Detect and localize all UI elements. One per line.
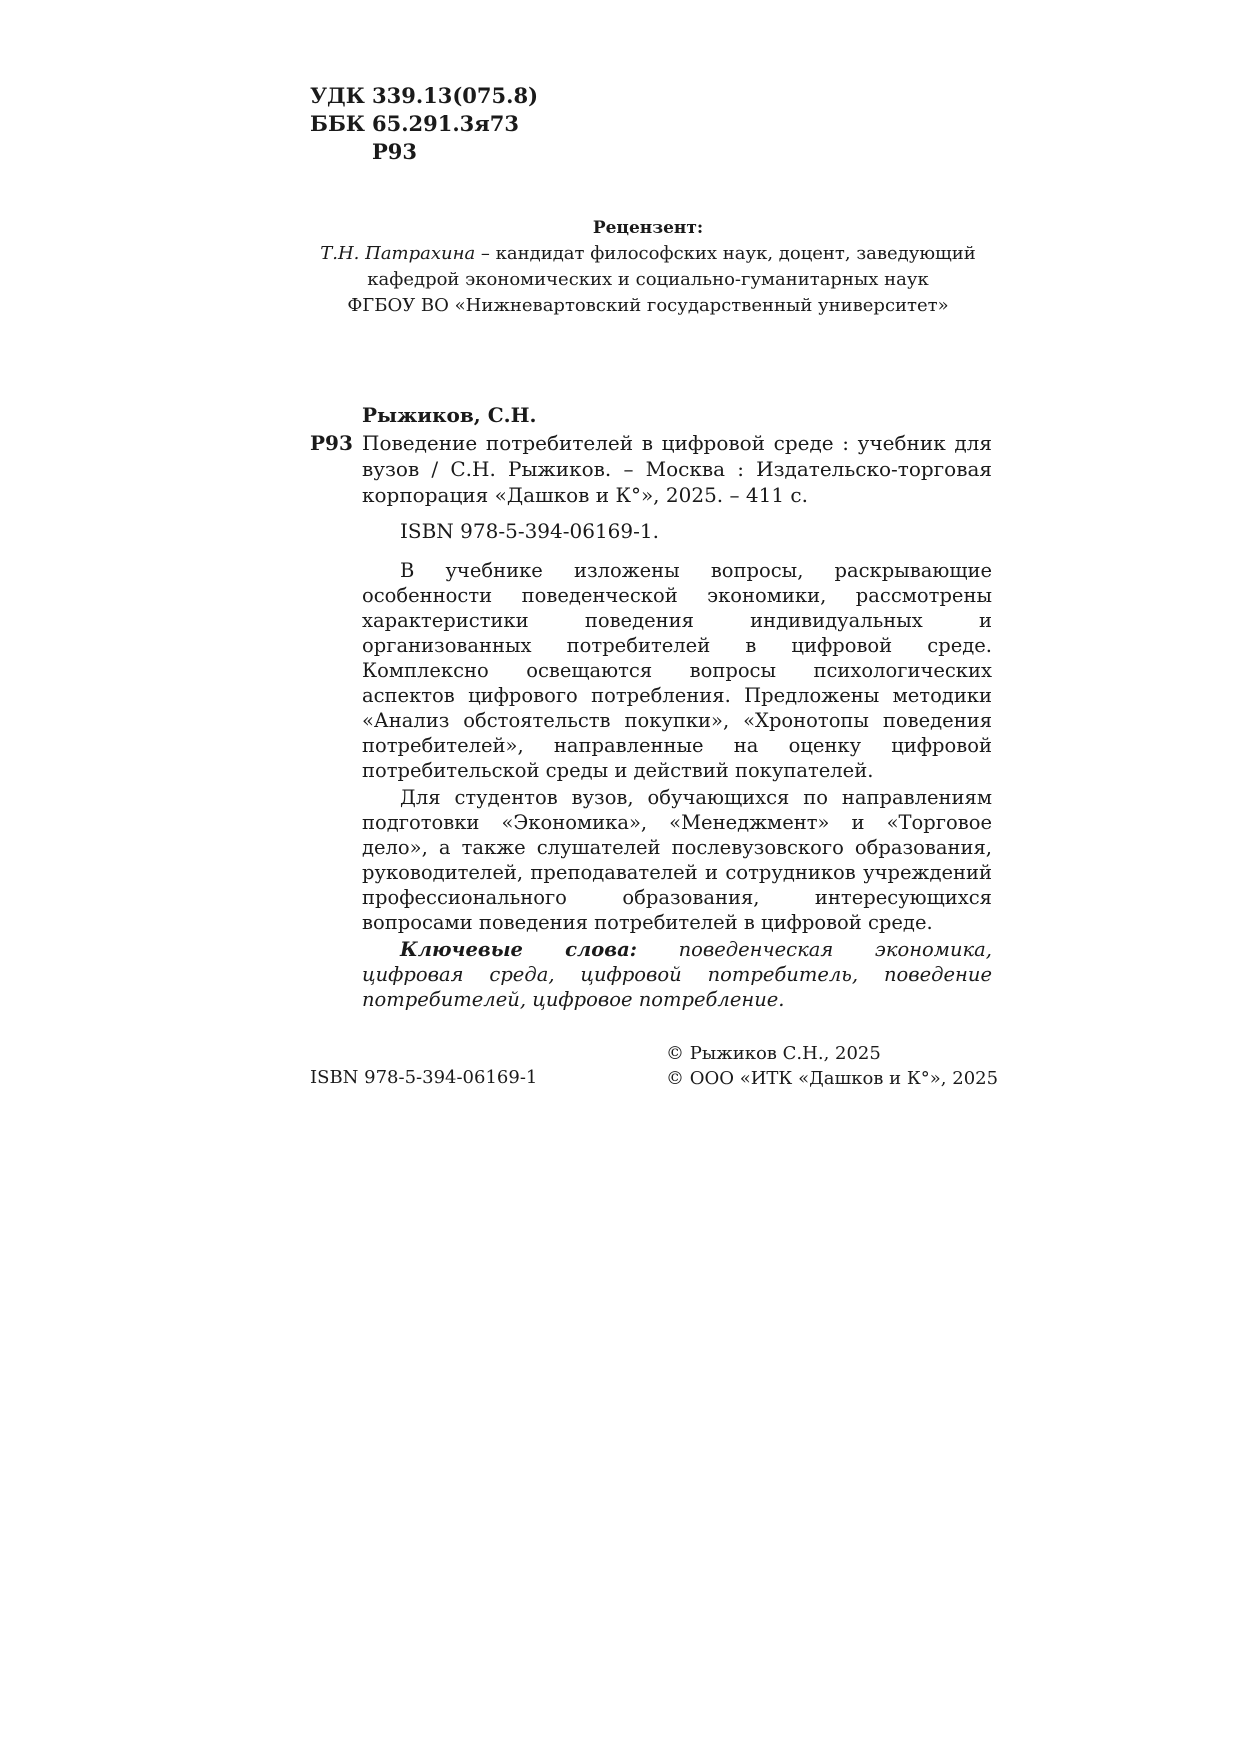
bbk-value: 65.291.3я73: [372, 111, 520, 136]
keywords: [362, 937, 992, 1012]
record-description-block: [310, 430, 992, 508]
reviewer-heading: Рецензент:: [592, 218, 704, 238]
bibliographic-block: [310, 402, 992, 1012]
record-isbn: ISBN 978-5-394-06169-1.: [400, 519, 659, 543]
annotation-paragraph-1: В учебнике изложены вопросы, раскрывающие особенности поведенческой экономики, рассмотрены характеристики поведения индивидуальных и организованных потребителей в цифровой среде. Комплексно освещаются вопросы психологических аспектов цифрового потребления. Предложены методики «Анализ обстоятельств покупки», «Хронотопы поведения потребителей», направленные на оценку цифровой потребительской среды и действий покупателей.: [362, 559, 992, 782]
reviewer-line-3: ФГБОУ ВО «Нижневартовский государственный университет»: [347, 295, 949, 316]
reviewer-line-2: кафедрой экономических и социально-гуманитарных наук: [367, 269, 929, 290]
classification-block: [310, 82, 538, 166]
reviewer-block: [310, 215, 986, 319]
record-author: Рыжиков, С.Н.: [362, 403, 537, 427]
annotation-block: [310, 558, 992, 1012]
record-description: Поведение потребителей в цифровой среде : учебник для вузов / С.Н. Рыжиков. – Москва : Издательско-торговая корпорация «Дашков и К°», 2025. – 411 с.: [362, 431, 992, 507]
annotation-paragraph-2: Для студентов вузов, обучающихся по направлениям подготовки «Экономика», «Менеджмент» и «Торговое дело», а также слушателей послевузовского образования, руководителей, преподавателей и сотрудников учреждений профессионального образования, интересующихся вопросами поведения потребителей в цифровой среде.: [362, 786, 992, 934]
udk-label: УДК: [310, 83, 365, 108]
copyright-block: [666, 1041, 998, 1091]
reviewer-credentials: – кандидат философских наук, доцент, заведующий: [475, 243, 976, 264]
keywords-text: поведенческая экономика, цифровая среда, цифровой потребитель, поведение потребителей, цифровое потребление.: [362, 938, 992, 1011]
author-mark: Р93: [372, 139, 418, 164]
reviewer-line-1: [310, 241, 986, 267]
footer-isbn: ISBN 978-5-394-06169-1: [310, 1067, 538, 1088]
record-code: Р93: [310, 431, 353, 455]
udk-row: [310, 82, 538, 110]
copyright-author: © Рыжиков С.Н., 2025: [666, 1043, 881, 1064]
author-mark-row: [310, 138, 538, 166]
bbk-label: ББК: [310, 111, 365, 136]
udk-value: 339.13(075.8): [372, 83, 539, 108]
bbk-row: [310, 110, 538, 138]
keywords-label: Ключевые слова:: [400, 938, 637, 961]
copyright-publisher: © ООО «ИТК «Дашков и К°», 2025: [666, 1068, 999, 1089]
reviewer-name: Т.Н. Патрахина: [320, 243, 476, 264]
